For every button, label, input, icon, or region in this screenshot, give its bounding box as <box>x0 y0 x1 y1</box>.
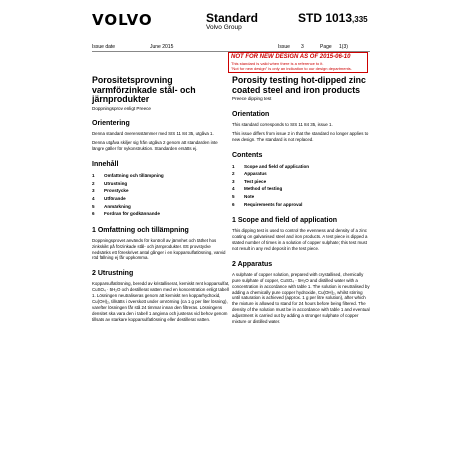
issue-date-label: Issue date <box>92 44 116 50</box>
section1-text-en: This dipping test is used to control the evenness and density of a zinc coating on galvanised steel and iron products. A test piece is dipped a stated number of times in a solution of copper sulphate; this test must not result in any red deposit in the test piece. <box>232 228 368 251</box>
toc-num: 2 <box>92 180 95 186</box>
doc-subtitle-en: Preece dipping test <box>232 96 272 101</box>
toc-item-sv <box>92 187 230 195</box>
standard-number <box>298 11 368 25</box>
page-value: 1(3) <box>339 44 348 50</box>
doc-title-sv: Porositetsprovning varmförzinkade stål- och järnprodukter <box>92 75 196 104</box>
toc-item-sv <box>92 210 230 218</box>
toc-num: 4 <box>232 186 235 192</box>
toc-num: 2 <box>232 171 235 177</box>
toc-item-sv <box>92 195 230 203</box>
toc-label: Omfattning och tillämpning <box>104 173 164 179</box>
toc-item-en <box>232 170 370 178</box>
section2-heading-en: 2 Apparatus <box>232 260 273 268</box>
toc-num: 1 <box>232 163 235 169</box>
standard-title: Standard <box>206 11 259 25</box>
issue-value: 3 <box>301 44 304 50</box>
toc-label: Note <box>244 194 255 199</box>
standard-number-main: STD 1013 <box>298 11 353 25</box>
section1-heading-sv: 1 Omfattning och tillämpning <box>92 226 189 234</box>
toc-label: Apparatus <box>244 171 267 177</box>
english-column <box>232 76 370 328</box>
orientation-heading-sv: Orientering <box>92 120 130 128</box>
toc-label: Utrustning <box>104 180 128 186</box>
page-label: Page <box>320 44 332 50</box>
toc-item-sv <box>92 180 230 188</box>
orientation-p2-sv: Denna utgåva skiljer sig från utgåva 2 genom att standarden inte längre gäller för nykonstruktion. Standarden ersätts ej. <box>92 140 218 152</box>
section1-heading-en: 1 Scope and field of application <box>232 217 338 225</box>
section2-text-en: A sulphate of copper solution, prepared with crystallised, chemically pure sulphate of copper, CuSO₄ · 5H₂O and distilled water with a concentration in accordance with table 1. The solution is neutralised by adding a chemically pure copper hydroxide, Cu(OH)₂, whilst stirring until saturation is achieved (approx. 1 g per litre solution), after which the mixture is allowed to stand for 24 hours before being filtered. The density of the solution must be in accordance with table 1 and eventual adjustment is carried out by adding a stronger sulphate of copper mixture or distilled water. <box>232 271 370 325</box>
toc-label: Test piece <box>244 178 267 184</box>
not-for-new-design-notice <box>228 52 368 73</box>
toc-label: Anmärkning <box>104 203 131 209</box>
toc-num: 4 <box>92 195 95 201</box>
orientation-heading-en: Orientation <box>232 110 270 118</box>
standard-subtitle: Volvo Group <box>206 24 242 31</box>
toc-label: Requirements for approval <box>244 201 303 207</box>
toc-item-en <box>232 178 370 186</box>
toc-num: 3 <box>92 188 95 194</box>
toc-item-en <box>232 163 370 171</box>
section2-text-sv: Kopparsulfatlösning, beredd av kristalliserat, kemiskt rent kopparsulfat, CuSO₄ · 5H₂O och destillerat vatten med en koncentration enligt tabell 1. Lösningen neutraliseras genom att kemiskt ren kopparhydroxid, Cu(OH)₂, tillsätts i överskott under omrörning (ca 1 g per liter lösning), varefter lösningen får stå 24 timmar innan den filtreras. Lösningens densitet ska vara den i tabell 1 angivna och justeras vid behov genom tillsats av starkare kopparsulfatlösning eller destillerat vatten. <box>92 281 230 322</box>
notice-line3: "Not for new design" is only an indication to our design departments. <box>231 66 352 71</box>
contents-heading-sv: Innehåll <box>92 161 119 169</box>
toc-label: Utförande <box>104 195 126 201</box>
doc-title-en: Porosity testing hot-dipped zinc coated steel and iron products <box>232 75 366 95</box>
swedish-column <box>92 76 230 326</box>
toc-label: Provstycke <box>104 188 129 194</box>
orientation-p2-en: This issue differs from issue 2 in that the standard no longer applies to new design. The standard is not replaced. <box>232 130 369 142</box>
standard-number-suffix: ,335 <box>352 15 368 24</box>
section1-text-sv: Doppningsprovet används för kontroll av jämnhet och täthet hos zinkskikt på förzinkade stål- och järnprodukter. Ett provstycke nedsänks ett föreskrivet antal gånger i en kopparsulfatlösning, varvid röd fällning ej får uppkomma. <box>92 237 226 261</box>
issue-label: Issue <box>278 44 290 50</box>
toc-num: 3 <box>232 178 235 184</box>
notice-line1: NOT FOR NEW DESIGN AS OF 2015-06-10 <box>231 54 351 60</box>
toc-item-en <box>232 193 370 201</box>
orientation-p1-en: This standard corresponds to SIS 11 84 35, issue 1. <box>232 121 333 127</box>
issue-date-value: June 2015 <box>150 44 174 50</box>
toc-item-sv <box>92 172 230 180</box>
notice-line2: This standard is valid when there is a reference to it. <box>231 61 324 66</box>
volvo-logo: VOLVO <box>92 11 153 29</box>
toc-label: Scope and field of application <box>244 163 310 169</box>
toc-item-sv <box>92 203 230 211</box>
orientation-p1-sv: Denna standard överensstämmer med SIS 11 84 35, utgåva 1. <box>92 131 214 137</box>
toc-num: 6 <box>92 211 95 217</box>
toc-label: Fordran för godkännande <box>104 211 160 217</box>
toc-item-en <box>232 185 370 193</box>
toc-num: 1 <box>92 173 95 179</box>
toc-num: 6 <box>232 201 235 207</box>
doc-subtitle-sv: Doppningsprov enligt Preece <box>92 105 151 111</box>
toc-label: Method of testing <box>244 186 283 192</box>
toc-item-en <box>232 201 370 209</box>
toc-num: 5 <box>92 203 95 209</box>
toc-num: 5 <box>232 194 235 199</box>
section2-heading-sv: 2 Utrustning <box>92 270 134 278</box>
contents-heading-en: Contents <box>232 151 263 159</box>
